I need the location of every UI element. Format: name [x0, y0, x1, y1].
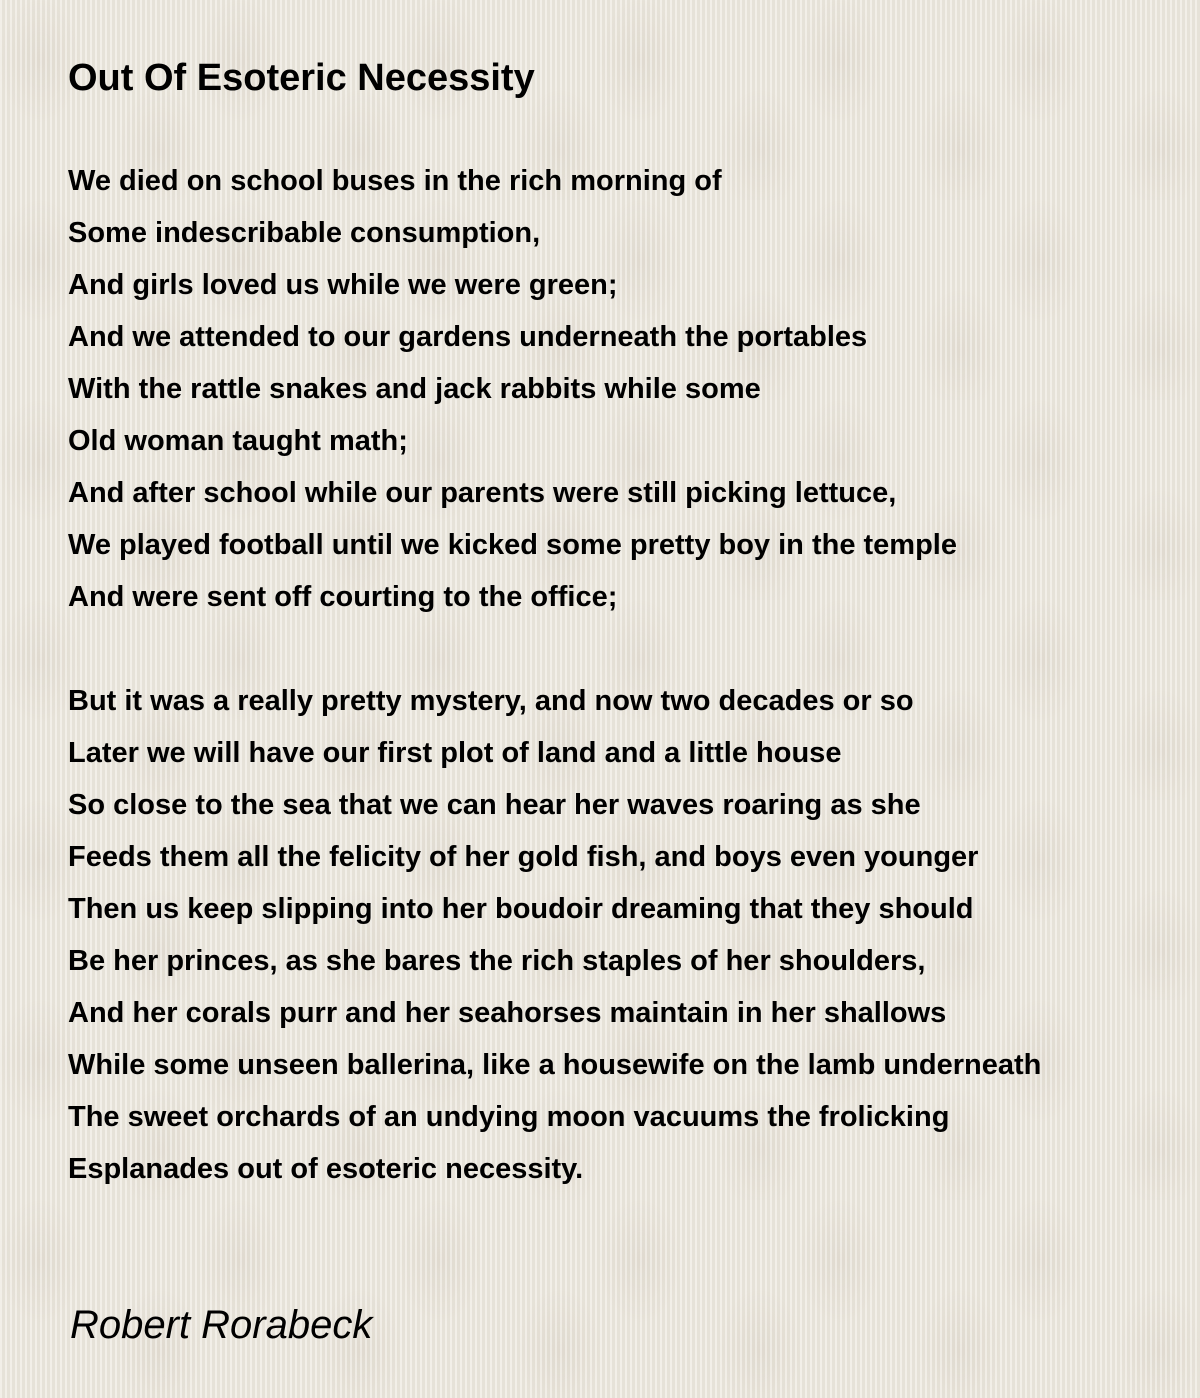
poem-line: The sweet orchards of an undying moon vacuums the frolicking: [68, 1101, 950, 1133]
poem-line: And were sent off courting to the office;: [68, 581, 618, 613]
poem-line: Esplanades out of esoteric necessity.: [68, 1153, 584, 1185]
poem-line: So close to the sea that we can hear her waves roaring as she: [68, 789, 921, 821]
poem-line: Some indescribable consumption,: [68, 217, 541, 249]
poem-line: And we attended to our gardens underneath the portables: [68, 321, 868, 353]
poem-line: But it was a really pretty mystery, and now two decades or so: [68, 685, 914, 717]
poem-line: Later we will have our first plot of land and a little house: [68, 737, 842, 769]
poem-body: [68, 155, 1178, 1247]
poem-line: With the rattle snakes and jack rabbits while some: [68, 373, 761, 405]
stanza-1: [68, 155, 1178, 623]
poem-line: And girls loved us while we were green;: [68, 269, 618, 301]
poem-line: Feeds them all the felicity of her gold fish, and boys even younger: [68, 841, 979, 873]
poem-title: Out Of Esoteric Necessity: [68, 57, 535, 99]
poem-line: And her corals purr and her seahorses maintain in her shallows: [68, 997, 947, 1029]
stanza-2: [68, 675, 1178, 1195]
poem-line: We died on school buses in the rich morning of: [68, 165, 722, 197]
poem-line: Old woman taught math;: [68, 425, 408, 457]
poem-line: Then us keep slipping into her boudoir dreaming that they should: [68, 893, 974, 925]
poem-line: We played football until we kicked some pretty boy in the temple: [68, 529, 957, 561]
poem-author: Robert Rorabeck: [70, 1303, 373, 1347]
poem-line: And after school while our parents were still picking lettuce,: [68, 477, 897, 509]
poem-line: Be her princes, as she bares the rich staples of her shoulders,: [68, 945, 926, 977]
poem-line: While some unseen ballerina, like a housewife on the lamb underneath: [68, 1049, 1042, 1081]
